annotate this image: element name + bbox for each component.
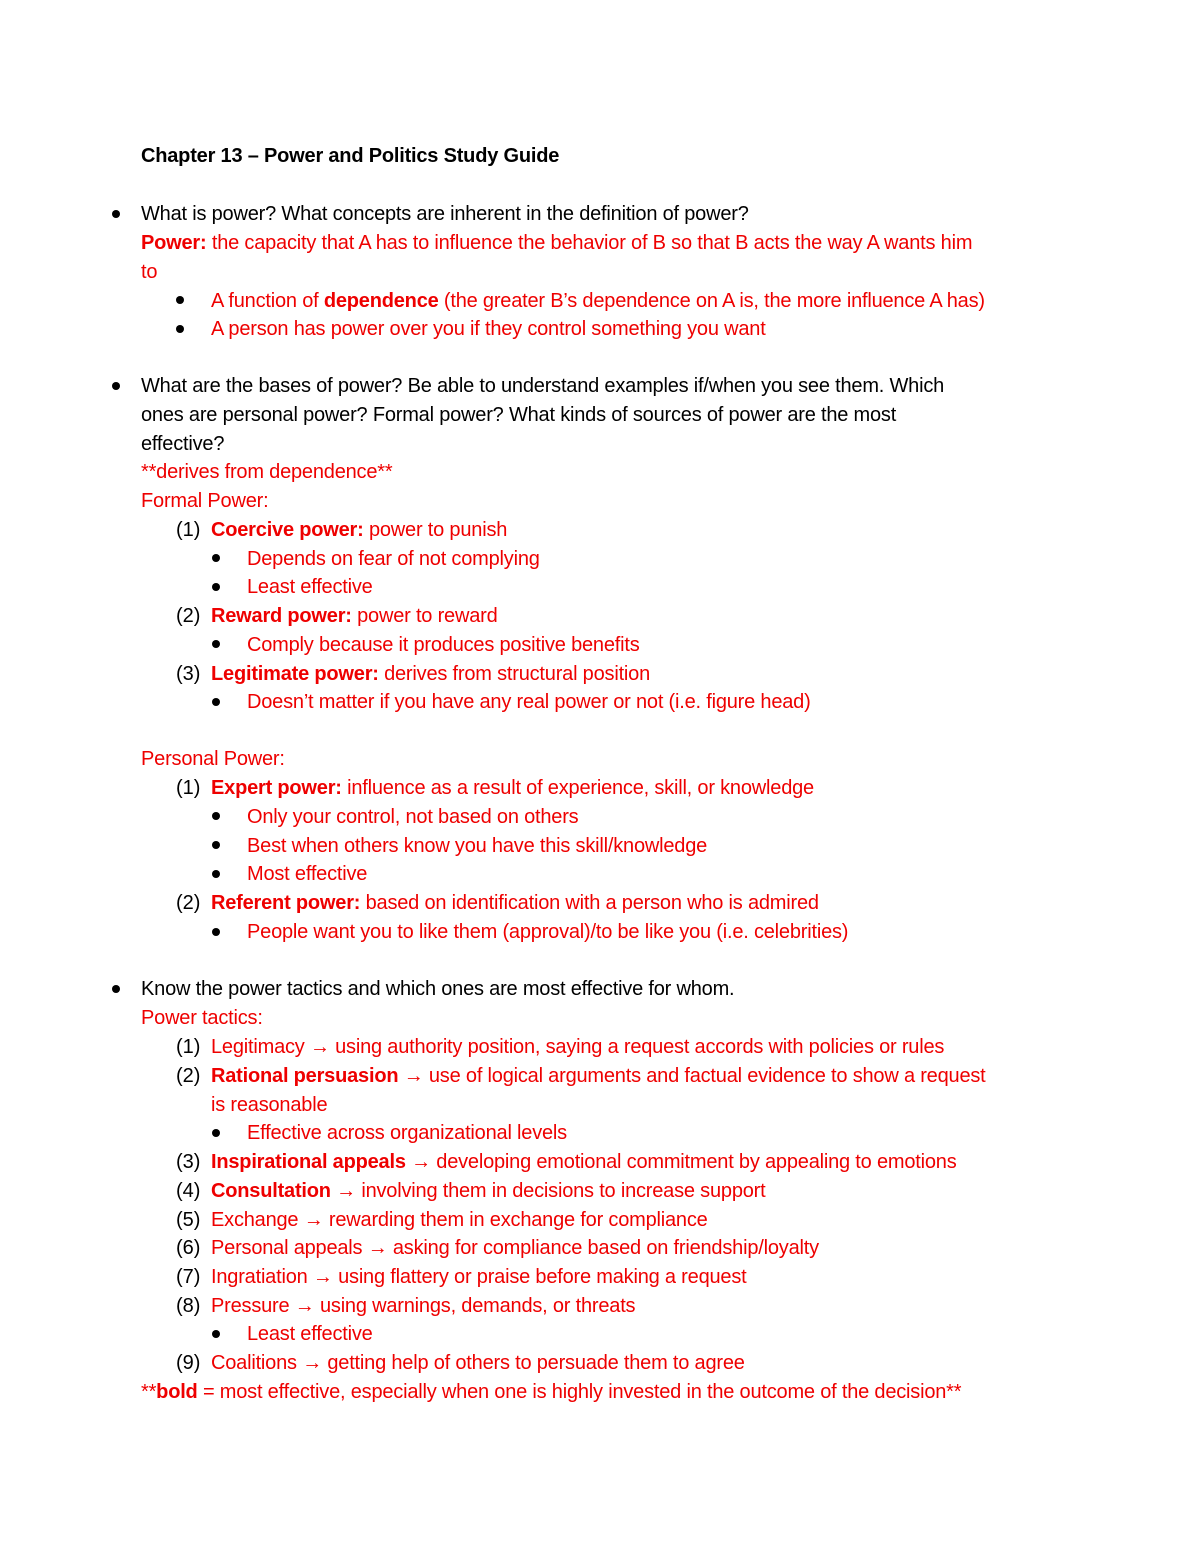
dependence-term: dependence: [323, 290, 439, 312]
bold-legend-note: [141, 1378, 961, 1406]
term: Legitimacy: [211, 1036, 305, 1058]
tactic-cont: is reasonable: [211, 1094, 328, 1116]
term-desc: developing emotional commitment by appealing to emotions: [430, 1151, 957, 1173]
note-text: **: [141, 1381, 157, 1403]
term: Coalitions: [211, 1352, 297, 1374]
bullet-icon: [212, 841, 220, 849]
bullet-icon: [112, 210, 120, 218]
term-desc: rewarding them in exchange for compliance: [323, 1209, 708, 1231]
list-number: (9): [176, 1352, 201, 1374]
list-number: (6): [176, 1237, 201, 1259]
question-3: Know the power tactics and which ones are most effective for whom.: [141, 978, 735, 1000]
tactic-personal-appeals: [211, 1234, 819, 1262]
formal-power-heading: Formal Power:: [141, 490, 269, 512]
term-desc: using warnings, demands, or threats: [314, 1295, 636, 1317]
power-definition-text: the capacity that A has to influence the behavior of B so that B acts the way A wants him: [206, 232, 973, 254]
arrow-icon: →: [303, 1209, 324, 1231]
term: Legitimate power:: [211, 663, 379, 685]
reward-power: [211, 602, 498, 630]
term: Reward power:: [211, 605, 352, 627]
arrow-icon: →: [411, 1151, 431, 1173]
list-number: (2): [176, 892, 201, 914]
term-desc: involving them in decisions to increase support: [355, 1180, 766, 1202]
page-title: Chapter 13 – Power and Politics Study Guide: [141, 145, 560, 167]
list-number: (1): [176, 519, 201, 541]
referent-power: [211, 889, 819, 917]
list-number: (5): [176, 1209, 201, 1231]
term: Pressure: [211, 1295, 290, 1317]
arrow-icon: →: [302, 1352, 322, 1374]
sub-bullet: A person has power over you if they control something you want: [211, 318, 766, 340]
sub-bullet: Least effective: [247, 1323, 373, 1345]
note-text: = most effective, especially when one is highly invested in the outcome of the decision**: [197, 1381, 962, 1403]
sub-bullet: [211, 287, 985, 315]
list-number: (1): [176, 1036, 201, 1058]
arrow-icon: →: [336, 1180, 356, 1202]
list-number: (2): [176, 1065, 201, 1087]
bullet-icon: [212, 640, 220, 648]
term-desc: power to reward: [351, 605, 498, 627]
question-2-line-1: What are the bases of power? Be able to understand examples if/when you see them. Which: [141, 375, 945, 397]
term: Personal appeals: [211, 1237, 363, 1259]
list-number: (3): [176, 1151, 201, 1173]
list-number: (2): [176, 605, 201, 627]
term-desc: power to punish: [363, 519, 508, 541]
term-desc: based on identification with a person who is admired: [360, 892, 819, 914]
arrow-icon: →: [312, 1266, 333, 1288]
term: Rational persuasion: [211, 1065, 399, 1087]
bullet-icon: [176, 325, 184, 333]
coercive-power: [211, 516, 507, 544]
bullet-icon: [112, 382, 120, 390]
bullet-icon: [212, 698, 220, 706]
power-definition-cont: to: [141, 261, 158, 283]
term-desc: getting help of others to persuade them to agree: [322, 1352, 745, 1374]
sub-bullet: Depends on fear of not complying: [247, 548, 540, 570]
term: Exchange: [211, 1209, 299, 1231]
question-1: What is power? What concepts are inherent in the definition of power?: [141, 203, 749, 225]
tactic-ingratiation: [211, 1263, 747, 1291]
tactic-exchange: [211, 1206, 708, 1234]
expert-power: [211, 774, 814, 802]
sub-bullet-text: A function of: [211, 290, 324, 312]
sub-bullet: Doesn’t matter if you have any real power or not (i.e. figure head): [247, 691, 811, 713]
legitimate-power: [211, 660, 650, 688]
term-desc: influence as a result of experience, skill, or knowledge: [341, 777, 814, 799]
arrow-icon: →: [309, 1036, 330, 1058]
power-definition: [141, 229, 972, 257]
sub-bullet: Comply because it produces positive benefits: [247, 634, 640, 656]
bullet-icon: [212, 928, 220, 936]
term: Inspirational appeals: [211, 1151, 406, 1173]
list-number: (7): [176, 1266, 201, 1288]
sub-bullet: Most effective: [247, 863, 368, 885]
question-2-line-2: ones are personal power? Formal power? What kinds of sources of power are the most: [141, 404, 897, 426]
term: Referent power:: [211, 892, 361, 914]
dependence-note: **derives from dependence**: [141, 461, 393, 483]
tactic-rational-persuasion: [211, 1062, 986, 1090]
note-bold: bold: [156, 1381, 198, 1403]
list-number: (4): [176, 1180, 201, 1202]
list-number: (3): [176, 663, 201, 685]
sub-bullet: Best when others know you have this skill/knowledge: [247, 835, 708, 857]
term: Consultation: [211, 1180, 331, 1202]
term: Ingratiation: [211, 1266, 308, 1288]
term-desc: asking for compliance based on friendship/loyalty: [387, 1237, 819, 1259]
arrow-icon: →: [403, 1065, 424, 1087]
question-2-line-3: effective?: [141, 433, 225, 455]
sub-bullet: Least effective: [247, 576, 373, 598]
bullet-icon: [212, 1129, 220, 1137]
sub-bullet: People want you to like them (approval)/to be like you (i.e. celebrities): [247, 921, 849, 943]
sub-bullet-text: (the greater B’s dependence on A is, the more influence A has): [438, 290, 985, 312]
power-tactics-heading: Power tactics:: [141, 1007, 263, 1029]
bullet-icon: [212, 554, 220, 562]
bullet-icon: [176, 296, 184, 304]
term-desc: derives from structural position: [378, 663, 651, 685]
power-term: Power:: [141, 232, 207, 254]
tactic-consultation: [211, 1177, 766, 1205]
tactic-inspirational-appeals: [211, 1148, 957, 1176]
sub-bullet: Effective across organizational levels: [247, 1122, 567, 1144]
bullet-icon: [212, 870, 220, 878]
tactic-legitimacy: [211, 1033, 944, 1061]
bullet-icon: [212, 812, 220, 820]
personal-power-heading: Personal Power:: [141, 748, 285, 770]
bullet-icon: [112, 985, 120, 993]
bullet-icon: [212, 1330, 220, 1338]
term-desc: using flattery or praise before making a request: [332, 1266, 747, 1288]
tactic-pressure: [211, 1292, 635, 1320]
term-desc: use of logical arguments and factual evidence to show a request: [423, 1065, 986, 1087]
term: Expert power:: [211, 777, 342, 799]
term: Coercive power:: [211, 519, 364, 541]
bullet-icon: [212, 583, 220, 591]
arrow-icon: →: [367, 1237, 388, 1259]
term-desc: using authority position, saying a request accords with policies or rules: [329, 1036, 945, 1058]
arrow-icon: →: [294, 1295, 315, 1317]
list-number: (1): [176, 777, 201, 799]
sub-bullet: Only your control, not based on others: [247, 806, 579, 828]
list-number: (8): [176, 1295, 201, 1317]
tactic-coalitions: [211, 1349, 745, 1377]
